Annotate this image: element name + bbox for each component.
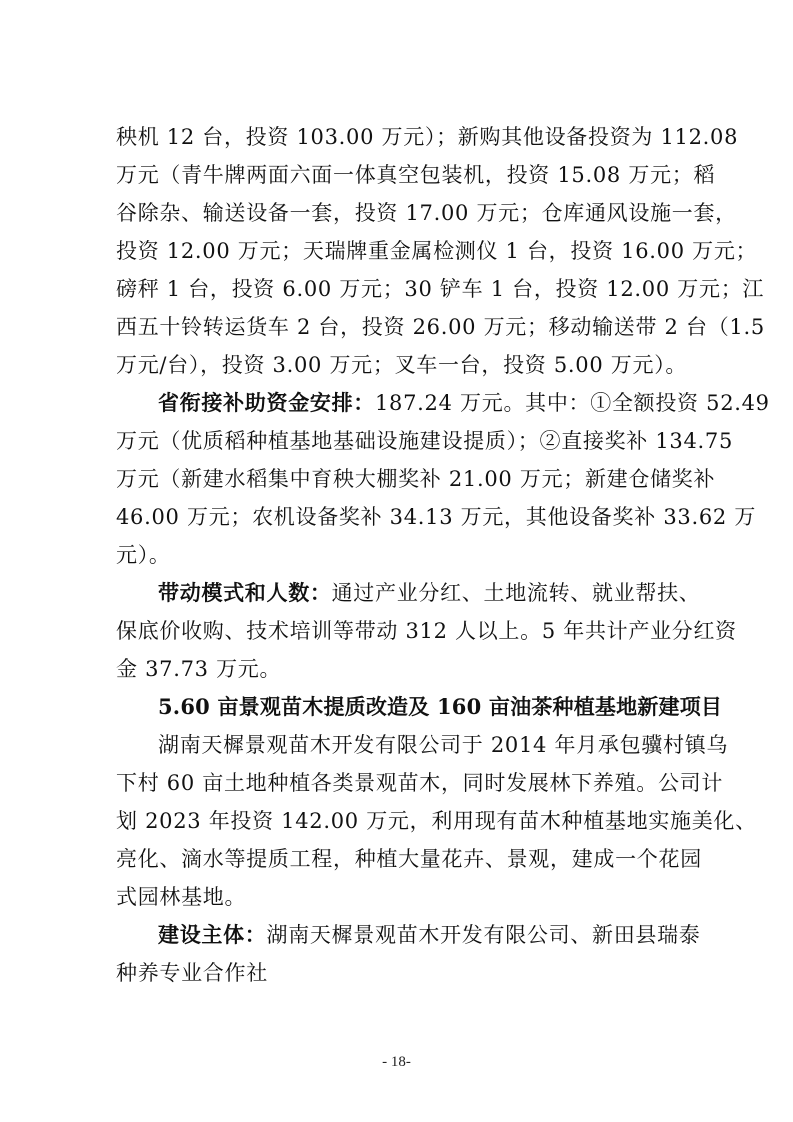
body-line: 投资 12.00 万元；天瑞牌重金属检测仪 1 台，投资 16.00 万元； [116, 239, 758, 263]
body-line: 元）。 [116, 543, 171, 567]
body-line: 湖南天樨景观苗木开发有限公司于 2014 年月承包骥村镇乌 [158, 733, 729, 757]
body-line: 万元（青牛牌两面六面一体真空包装机，投资 15.08 万元；稻 [116, 163, 716, 187]
body-line: 下村 60 亩土地种植各类景观苗木，同时发展林下养殖。公司计 [116, 771, 724, 795]
mode-text: 通过产业分红、土地流转、就业帮扶、 [331, 581, 701, 605]
funding-text: 187.24 万元。其中：①全额投资 52.49 [375, 391, 770, 415]
mode-line [158, 574, 701, 612]
body-line: 秧机 12 台，投资 103.00 万元）；新购其他设备投资为 112.08 [116, 125, 739, 149]
body-line: 46.00 万元；农机设备奖补 34.13 万元，其他设备奖补 33.62 万 [116, 505, 757, 529]
body-line: 西五十铃转运货车 2 台，投资 26.00 万元；移动输送带 2 台（1.5 [116, 315, 765, 339]
owner-label: 建设主体： [158, 922, 267, 947]
body-line: 保底价收购、技术培训等带动 312 人以上。5 年共计产业分红资 [116, 619, 737, 643]
body-line: 亮化、滴水等提质工程，种植大量花卉、景观，建成一个花园 [116, 847, 702, 871]
body-line: 金 37.73 万元。 [116, 657, 282, 681]
body-line: 万元/台），投资 3.00 万元；叉车一台，投资 5.00 万元）。 [116, 353, 688, 377]
owner-line [158, 916, 701, 954]
body-line: 式园林基地。 [116, 885, 247, 909]
body-line: 万元（优质稻种植基地基础设施建设提质）；②直接奖补 134.75 [116, 429, 734, 453]
page-number: - 18- [382, 1054, 411, 1070]
body-line: 种养专业合作社 [116, 961, 268, 985]
body-line: 划 2023 年投资 142.00 万元，利用现有苗木种植基地实施美化、 [116, 809, 757, 833]
funding-line [158, 384, 770, 422]
body-line: 磅秤 1 台，投资 6.00 万元；30 铲车 1 台，投资 12.00 万元；江 [116, 277, 765, 301]
body-line: 谷除杂、输送设备一套，投资 17.00 万元；仓库通风设施一套， [116, 201, 737, 225]
section-heading: 5.60 亩景观苗木提质改造及 160 亩油茶种植基地新建项目 [158, 694, 723, 719]
mode-label: 带动模式和人数： [158, 580, 332, 605]
owner-text: 湖南天樨景观苗木开发有限公司、新田县瑞泰 [266, 923, 701, 947]
body-line: 万元（新建水稻集中育秧大棚奖补 21.00 万元；新建仓储奖补 [116, 467, 716, 491]
funding-label: 省衔接补助资金安排： [158, 390, 375, 415]
